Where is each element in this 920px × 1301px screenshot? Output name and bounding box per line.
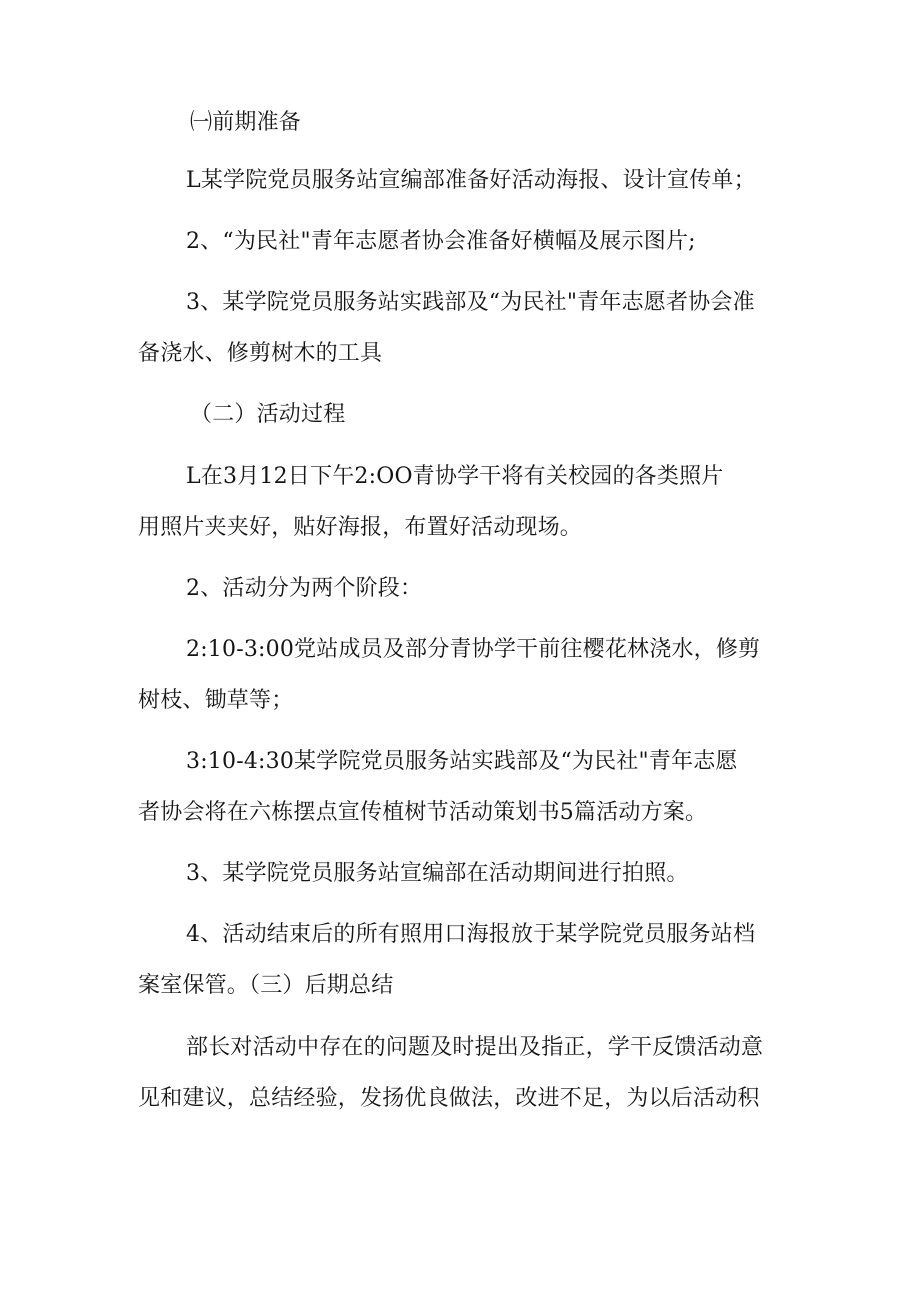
paragraph-line: 3、某学院党员服务站宣编部在活动期间进行拍照。 xyxy=(186,861,689,886)
section-heading-process: （二）活动过程 xyxy=(190,402,346,427)
paragraph-line: 2:10-3:00党站成员及部分青协学干前往樱花林浇水，修剪 xyxy=(186,637,761,662)
paragraph-line: L在3月12日下午2:OO青协学干将有关校园的各类照片 xyxy=(186,464,724,489)
paragraph-line: 3、某学院党员服务站实践部及“为民社"青年志愿者协会准 xyxy=(186,290,755,315)
paragraph-line: 部长对活动中存在的问题及时提出及指正，学干反馈活动意 xyxy=(186,1035,764,1060)
paragraph-line: 3:10-4:30某学院党员服务站实践部及“为民社"青年志愿 xyxy=(186,749,738,774)
paragraph-line: 备浇水、修剪树木的工具 xyxy=(138,341,383,366)
section-heading-preparation: ㈠前期准备 xyxy=(190,110,302,135)
paragraph-line: 2、活动分为两个阶段： xyxy=(186,576,423,601)
paragraph-line: L某学院党员服务站宣编部准备好活动海报、设计宣传单； xyxy=(186,168,756,193)
paragraph-line: 4、活动结束后的所有照用口海报放于某学院党员服务站档 xyxy=(186,922,756,947)
paragraph-line: 树枝、锄草等； xyxy=(138,688,294,713)
paragraph-line: 案室保管。（三）后期总结 xyxy=(138,973,394,998)
paragraph-line: 者协会将在六栋摆点宣传植树节活动策划书5篇活动方案。 xyxy=(138,800,708,825)
paragraph-line: 见和建议，总结经验，发扬优良做法，改进不足，为以后活动积 xyxy=(138,1086,760,1111)
paragraph-line: 用照片夹夹好，贴好海报，布置好活动现场。 xyxy=(138,515,583,540)
paragraph-line: 2、“为民社"青年志愿者协会准备好横幅及展示图片; xyxy=(186,229,696,254)
